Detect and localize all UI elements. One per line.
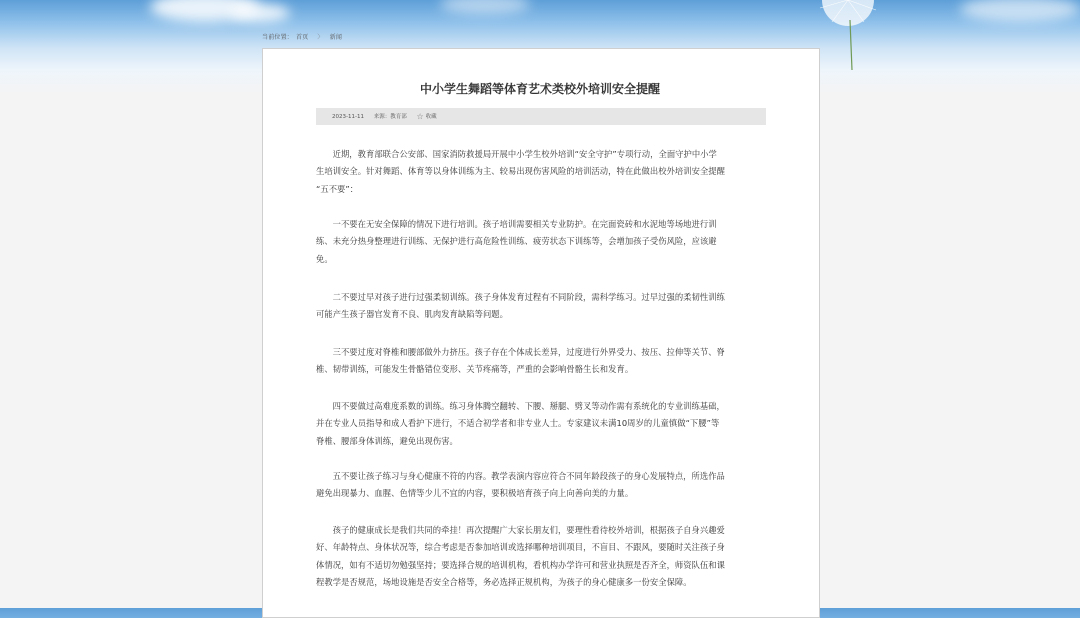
breadcrumb [262,32,345,41]
article-paragraph [316,216,766,268]
article-paragraph [316,289,766,324]
star-outline-icon: ☆ [416,112,424,121]
paragraph-text: 五不要让孩子练习与身心健康不符的内容。教学表演内容应符合不同年龄段孩子的身心发展特点，所选作品 避免出现暴力、血腥、色情等少儿不宜的内容，要积极培育孩子向上向善向美的力量。 [316,471,725,499]
cloud-decoration [960,0,1080,22]
paragraph-text: 三不要过度对脊椎和腰部做外力挤压。孩子存在个体成长差异，过度进行外界受力、按压、拉伸等关节、脊 椎、韧带训练，可能发生骨骼错位变形、关节疼痛等，严重的会影响骨骼生长和发育。 [316,347,725,375]
article-meta-bar [316,108,766,125]
breadcrumb-prefix: 当前位置： [262,34,294,41]
breadcrumb-home-link[interactable]: 首页 [296,34,309,41]
article-source: 来源：教育部 [373,114,407,120]
paragraph-text: 孩子的健康成长是我们共同的牵挂！再次提醒广大家长朋友们，要理性看待校外培训，根据孩子自身兴趣爱 好、年龄特点、身体状况等，综合考虑是否参加培训或选择哪种培训项目，不盲目、不跟风，要随时关注孩子身 体情况，如有不适切勿勉强坚持；要选择合规的培训机构，看机构办学许可和营业执照是否齐全，师资队伍和课 程教学是否规范，场地设施是否安全合格等，务必选择正规机构，为孩子的身心健康多一份安全保障。 [316,525,726,588]
article-paragraph [316,398,766,450]
article-paragraph [316,468,766,503]
cloud-decoration [230,4,290,22]
paragraph-text: 四不要做过高难度系数的训练。练习身体腾空翻转、下腰、掰腿、劈叉等动作需有系统化的专业训练基础， 并在专业人员指导和成人看护下进行，不适合初学者和非专业人士。专家建议未满10周岁的儿童慎做“下腰”等 脊椎、腰部身体训练，避免出现伤害。 [316,401,725,446]
breadcrumb-separator-icon: 〉 [317,34,324,41]
favorite-label: 收藏 [425,114,437,120]
article-paragraph [316,146,766,198]
article-title: 中小学生舞蹈等体育艺术类校外培训安全提醒 [419,82,660,96]
paragraph-text: 近期，教育部联合公安部、国家消防救援局开展中小学生校外培训“安全守护”专项行动，全面守护中小学 生培训安全。针对舞蹈、体育等以身体训练为主、较易出现伤害风险的培训活动，特在此做出校外培训安全提醒 “五不要”： [316,149,726,194]
paragraph-text: 一不要在无安全保障的情况下进行培训。孩子培训需要相关专业防护。在完面瓷砖和水泥地等场地进行训 练、未充分热身整理进行训练、无保护进行高危险性训练、疲劳状态下训练等，会增加孩子受伤风险，应该避 免。 [316,219,717,264]
favorite-button[interactable] [416,114,444,120]
article-paragraph [316,522,766,592]
paragraph-text: 二不要过早对孩子进行过强柔韧训练。孩子身体发育过程有不同阶段，需科学练习。过早过强的柔韧性训练 可能产生孩子器官发育不良、肌肉发育缺陷等问题。 [316,292,725,320]
article-paragraph [316,344,766,379]
breadcrumb-current: 新闻 [329,34,343,41]
article-date: 2023-11-11 [332,114,364,120]
cloud-decoration [440,0,530,14]
